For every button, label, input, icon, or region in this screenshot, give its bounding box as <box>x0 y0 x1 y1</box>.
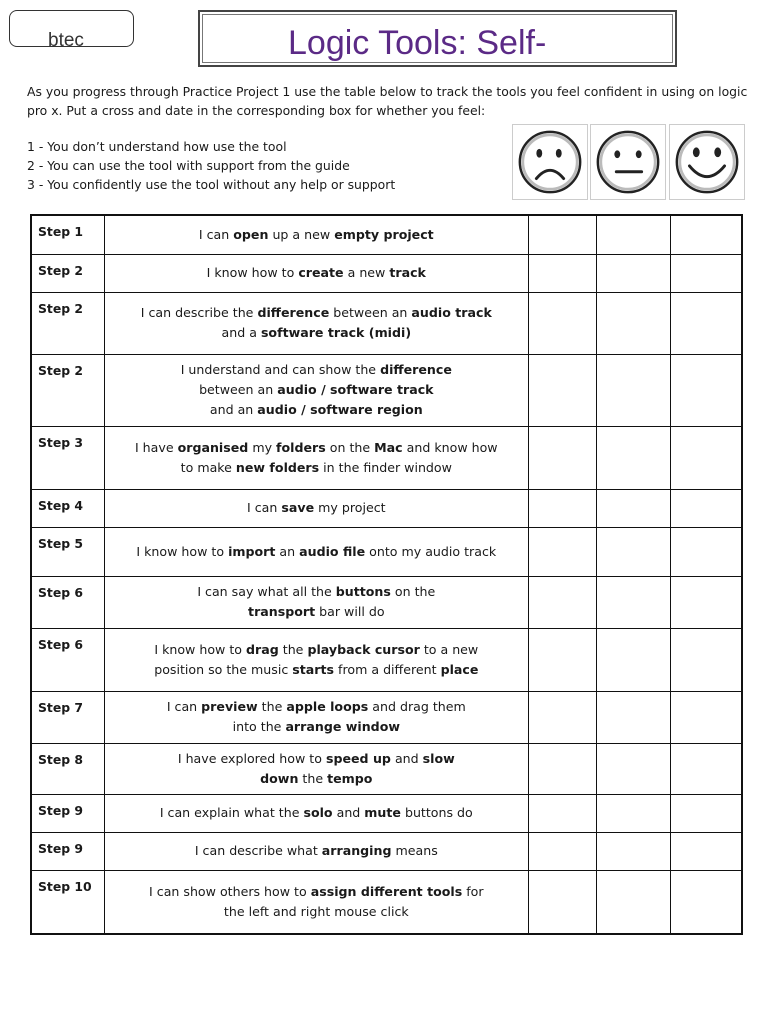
confidence-level-3-cell[interactable] <box>671 426 742 489</box>
table-row <box>31 354 742 426</box>
confidence-level-3-cell[interactable] <box>671 489 742 527</box>
description-text: I can <box>198 226 234 242</box>
confidence-level-3-cell[interactable] <box>671 215 742 254</box>
step-label: Step 8 <box>31 743 104 794</box>
description-line <box>111 380 522 400</box>
step-label: Step 10 <box>31 870 104 934</box>
keyword-text: save <box>281 500 315 515</box>
table-row <box>31 743 742 794</box>
keyword-text: organised <box>177 439 249 455</box>
table-row <box>31 691 742 743</box>
tool-description <box>104 691 528 743</box>
tool-description <box>104 794 528 832</box>
description-text: and a <box>221 325 261 340</box>
description-line <box>111 769 522 789</box>
table-row <box>31 426 742 489</box>
confidence-level-2-cell[interactable] <box>596 576 671 628</box>
tool-description <box>104 870 528 934</box>
tool-description <box>104 254 528 292</box>
description-line <box>111 640 522 660</box>
description-line <box>111 323 522 343</box>
keyword-text: audio file <box>299 543 366 559</box>
step-label: Step 3 <box>31 426 104 489</box>
happy-face-icon <box>669 124 745 200</box>
description-text: up a new <box>268 226 335 242</box>
confidence-level-1-cell[interactable] <box>528 489 596 527</box>
description-text: bar will do <box>315 604 385 619</box>
description-line <box>111 660 522 680</box>
description-line <box>111 438 522 458</box>
confidence-level-1-cell[interactable] <box>528 628 596 691</box>
keyword-text: tempo <box>327 770 373 786</box>
description-line <box>111 697 522 717</box>
keyword-text: playback cursor <box>307 641 420 657</box>
confidence-level-3-cell[interactable] <box>671 292 742 354</box>
step-label: Step 9 <box>31 794 104 832</box>
confidence-level-2-cell[interactable] <box>596 354 671 426</box>
confidence-level-3-cell[interactable] <box>671 254 742 292</box>
step-label: Step 2 <box>31 292 104 354</box>
confidence-level-3-cell[interactable] <box>671 794 742 832</box>
description-line <box>111 841 522 861</box>
description-text: my project <box>314 500 386 515</box>
keyword-text: new folders <box>235 459 320 475</box>
description-text: from a different <box>334 661 441 677</box>
step-label: Step 4 <box>31 489 104 527</box>
description-text: I can <box>166 699 202 714</box>
keyword-text: apple loops <box>286 699 369 714</box>
keyword-text: empty project <box>334 226 434 242</box>
step-label: Step 5 <box>31 527 104 576</box>
confidence-level-2-cell[interactable] <box>596 832 671 870</box>
keyword-text: drag <box>246 641 279 657</box>
keyword-text: arrange window <box>285 719 400 734</box>
description-line <box>111 803 522 823</box>
tool-description <box>104 628 528 691</box>
table-row <box>31 870 742 934</box>
confidence-level-1-cell[interactable] <box>528 832 596 870</box>
confidence-level-1-cell[interactable] <box>528 870 596 934</box>
description-text: I can explain what the <box>159 805 304 820</box>
table-row <box>31 527 742 576</box>
confidence-level-2-cell[interactable] <box>596 691 671 743</box>
confidence-level-3-cell[interactable] <box>671 832 742 870</box>
level-1-text: 1 - You don’t understand how use the tool <box>27 139 287 154</box>
confidence-level-3-cell[interactable] <box>671 691 742 743</box>
description-text: into the <box>232 719 286 734</box>
table-row <box>31 794 742 832</box>
description-text: I have <box>134 439 178 455</box>
description-line <box>111 717 522 737</box>
step-label: Step 9 <box>31 832 104 870</box>
intro-paragraph: As you progress through Practice Project 1 use the table below to track the tools you feel confident in using on logic pro x. Put a cross and date in the corresponding box for whether you feel: <box>27 84 748 118</box>
description-text: I can say what all the <box>197 584 336 599</box>
keyword-text: transport <box>248 604 316 619</box>
keyword-text: Mac <box>374 439 403 455</box>
description-text: position so the music <box>154 661 293 677</box>
description-text: the <box>278 641 308 657</box>
description-text: I know how to <box>206 265 299 280</box>
description-text: and drag them <box>368 699 466 714</box>
step-label: Step 2 <box>31 354 104 426</box>
description-text: between an <box>329 305 412 320</box>
tool-description <box>104 292 528 354</box>
keyword-text: place <box>440 661 479 677</box>
description-text: I can <box>247 500 282 515</box>
confidence-level-1-cell[interactable] <box>528 215 596 254</box>
tool-description <box>104 489 528 527</box>
keyword-text: software track (midi) <box>260 325 412 340</box>
tool-description <box>104 576 528 628</box>
confidence-level-1-cell[interactable] <box>528 292 596 354</box>
description-line <box>111 458 522 478</box>
page-title: Logic Tools: Self- <box>288 24 547 62</box>
description-text: I can describe what <box>194 843 322 858</box>
step-label: Step 2 <box>31 254 104 292</box>
keyword-text: difference <box>257 305 330 320</box>
confidence-level-1-cell[interactable] <box>528 691 596 743</box>
tool-description <box>104 832 528 870</box>
keyword-text: folders <box>276 439 326 455</box>
keyword-text: mute <box>364 805 401 820</box>
keyword-text: preview <box>201 699 258 714</box>
table-row <box>31 576 742 628</box>
description-text: I understand and can show the <box>180 362 381 377</box>
description-text: on the <box>390 584 436 599</box>
confidence-level-3-cell[interactable] <box>671 527 742 576</box>
confidence-level-2-cell[interactable] <box>596 292 671 354</box>
description-text: I can show others how to <box>149 883 311 899</box>
description-text: between an <box>199 382 278 397</box>
keyword-text: arranging <box>321 843 392 858</box>
confidence-level-1-cell[interactable] <box>528 743 596 794</box>
tool-description <box>104 215 528 254</box>
description-line <box>111 749 522 769</box>
keyword-text: audio / software track <box>277 382 434 397</box>
description-text: for <box>462 883 484 899</box>
keyword-text: audio track <box>411 305 492 320</box>
keyword-text: buttons <box>335 584 391 599</box>
confidence-level-1-cell[interactable] <box>528 576 596 628</box>
btec-tag-box <box>9 10 134 47</box>
keyword-text: difference <box>380 362 452 377</box>
description-line <box>111 225 522 245</box>
table-row <box>31 215 742 254</box>
step-label: Step 1 <box>31 215 104 254</box>
tool-description <box>104 527 528 576</box>
description-line <box>111 303 522 323</box>
description-text: I know how to <box>154 641 246 657</box>
description-line <box>111 882 522 902</box>
description-line <box>111 498 522 518</box>
confidence-level-2-cell[interactable] <box>596 215 671 254</box>
confidence-level-2-cell[interactable] <box>596 254 671 292</box>
keyword-text: import <box>228 543 276 559</box>
sad-face-icon <box>512 124 588 200</box>
confidence-level-3-cell[interactable] <box>671 354 742 426</box>
description-text: I can describe the <box>140 305 258 320</box>
keyword-text: starts <box>292 661 335 677</box>
confidence-level-2-cell[interactable] <box>596 743 671 794</box>
confidence-level-1-cell[interactable] <box>528 354 596 426</box>
keyword-text: down <box>260 770 299 786</box>
description-text: to a new <box>419 641 479 657</box>
description-line <box>111 263 522 283</box>
confidence-level-3-cell[interactable] <box>671 743 742 794</box>
tool-description <box>104 426 528 489</box>
keyword-text: assign different tools <box>310 883 463 899</box>
confidence-level-3-cell[interactable] <box>671 576 742 628</box>
description-text: in the finder window <box>319 459 452 475</box>
level-3-text: 3 - You confidently use the tool without any help or support <box>27 177 396 192</box>
confidence-level-2-cell[interactable] <box>596 426 671 489</box>
description-text: and an <box>209 402 258 417</box>
confidence-level-1-cell[interactable] <box>528 254 596 292</box>
tool-description <box>104 743 528 794</box>
description-text: the <box>298 770 328 786</box>
confidence-level-3-cell[interactable] <box>671 870 742 934</box>
description-text: and know how <box>402 439 498 455</box>
description-line <box>111 542 522 562</box>
step-label: Step 7 <box>31 691 104 743</box>
description-text: on the <box>325 439 375 455</box>
step-label: Step 6 <box>31 628 104 691</box>
description-text: to make <box>180 459 236 475</box>
description-text: and <box>390 750 423 766</box>
btec-tag-text: btec <box>48 30 84 47</box>
description-line <box>111 400 522 420</box>
table-row <box>31 489 742 527</box>
confidence-level-2-cell[interactable] <box>596 489 671 527</box>
neutral-face-icon <box>590 124 666 200</box>
description-text: an <box>275 543 300 559</box>
keyword-text: track <box>389 265 426 280</box>
table-row <box>31 292 742 354</box>
confidence-levels-list <box>27 137 395 194</box>
table-row <box>31 832 742 870</box>
confidence-level-3-cell[interactable] <box>671 628 742 691</box>
description-line <box>111 902 522 922</box>
tool-description <box>104 354 528 426</box>
keyword-text: speed up <box>325 750 391 766</box>
keyword-text: create <box>298 265 344 280</box>
keyword-text: slow <box>422 750 455 766</box>
keyword-text: open <box>233 226 269 242</box>
description-text: a new <box>343 265 390 280</box>
confidence-level-1-cell[interactable] <box>528 426 596 489</box>
description-line <box>111 582 522 602</box>
description-text: I have explored how to <box>177 750 326 766</box>
level-2-text: 2 - You can use the tool with support from the guide <box>27 158 350 173</box>
confidence-level-1-cell[interactable] <box>528 794 596 832</box>
confidence-level-2-cell[interactable] <box>596 628 671 691</box>
description-text: the <box>257 699 287 714</box>
confidence-level-2-cell[interactable] <box>596 870 671 934</box>
table-row <box>31 628 742 691</box>
description-line <box>111 602 522 622</box>
confidence-level-1-cell[interactable] <box>528 527 596 576</box>
title-box <box>198 10 677 67</box>
description-text: I know how to <box>136 543 229 559</box>
tools-tracker-table <box>30 214 743 935</box>
description-text: my <box>248 439 277 455</box>
keyword-text: audio / software region <box>257 402 423 417</box>
description-text: onto my audio track <box>365 543 497 559</box>
step-label: Step 6 <box>31 576 104 628</box>
table-row <box>31 254 742 292</box>
confidence-level-2-cell[interactable] <box>596 794 671 832</box>
description-text: the left and right mouse click <box>223 903 409 919</box>
description-text: buttons do <box>400 805 473 820</box>
confidence-level-2-cell[interactable] <box>596 527 671 576</box>
keyword-text: solo <box>303 805 333 820</box>
description-text: means <box>391 843 438 858</box>
description-line <box>111 360 522 380</box>
description-text: and <box>332 805 365 820</box>
